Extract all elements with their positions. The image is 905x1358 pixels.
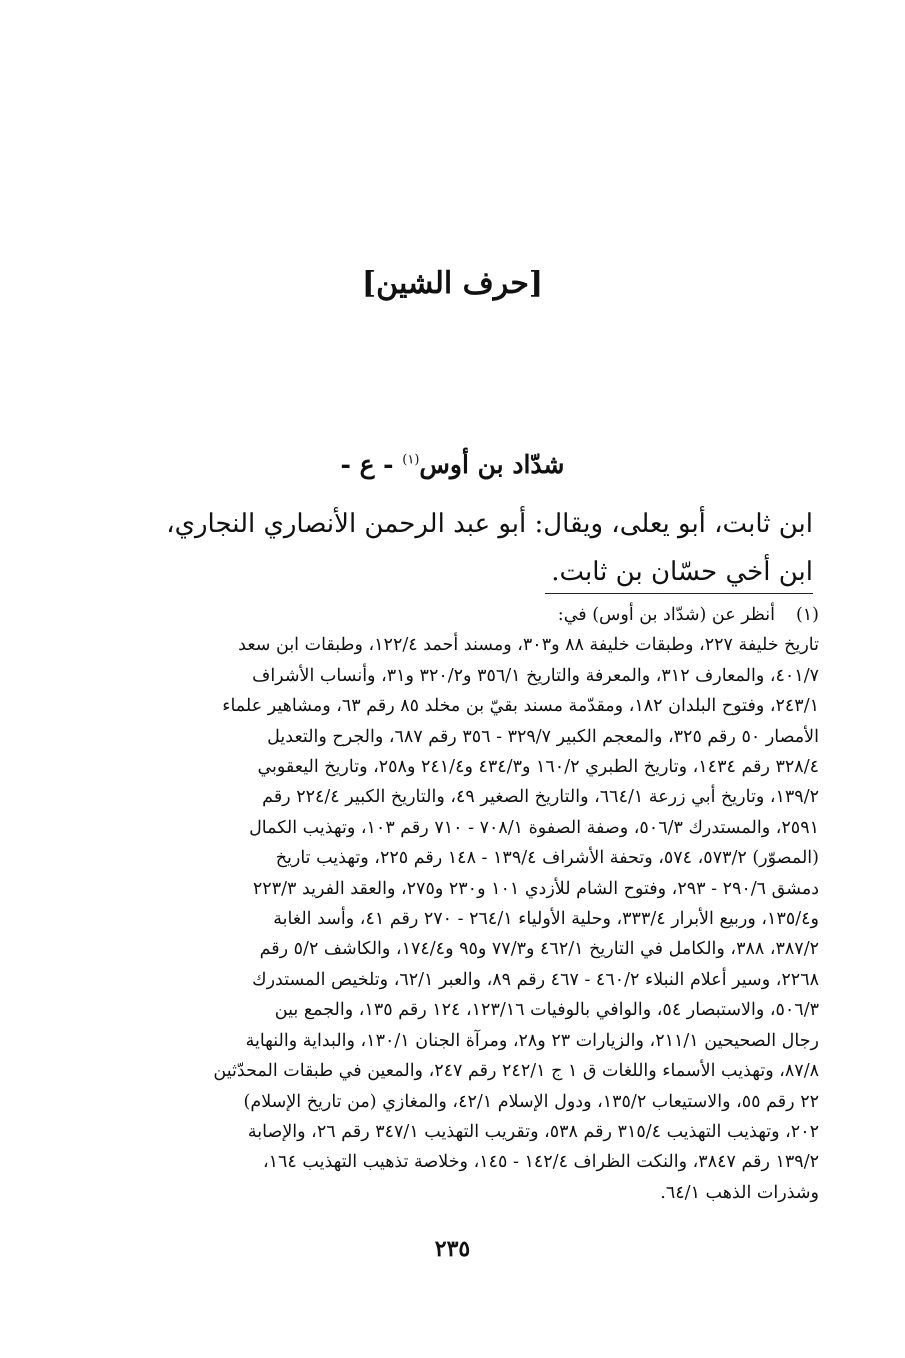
footnote-line: دمشق ٢٩٠/٦ - ٢٩٣، وفتوح الشام للأزدي ١٠١ و٢٣٠ و٢٧٥، والعقد الفريد ٢٢٣/٣ [252, 878, 819, 899]
footnote-line: ٢٥٩١، والمستدرك ٥٠٦/٣، وصفة الصفوة ٧٠٨/١ - ٧١٠ رقم ١٠٣، وتهذيب الكمال [249, 817, 819, 838]
footnote-line: ٢٢ رقم ٥٥، والاستيعاب ١٣٥/٢، ودول الإسلام ٤٢/١، والمغازي (من تاريخ الإسلام) [243, 1091, 819, 1112]
footnote-line: (المصوّر) ٥٧٣/٢، ٥٧٤، وتحفة الأشراف ١٣٩/٤ - ١٤٨ رقم ٢٢٥، وتهذيب تاريخ [275, 848, 819, 869]
footnote-line: رجال الصحيحين ٢١١/١، والزيارات ٢٣ و٢٨، ومرآة الجنان ١٣٠/١، والبداية والنهاية [245, 1030, 819, 1051]
footnote [91, 600, 819, 1208]
footnote-line: ٨٧/٨، وتهذيب الأسماء واللغات ق ١ ج ٢٤٢/١ رقم ٢٤٧، والمعين في طبقات المحدّثين [213, 1061, 819, 1082]
footnote-line: الأمصار ٥٠ رقم ٣٢٥، والمعجم الكبير ٣٢٩/٧ - ٣٥٦ رقم ٦٨٧، والجرح والتعديل [267, 726, 819, 747]
page-number: ٢٣٥ [434, 1236, 471, 1262]
footnote-line: ٥٠٦/٣، والاستبصار ٥٤، والوافي بالوفيات ١٢٣/١٦، ١٢٤ رقم ١٣٥، والجمع بين [274, 1000, 819, 1021]
footnote-marker: (١) [795, 605, 819, 625]
entry-heading [0, 450, 905, 479]
footnote-text [91, 630, 819, 1208]
entry-tag: - ع - [340, 450, 403, 479]
footnote-line: ١٣٩/٢ رقم ٣٨٤٧، والنكت الظراف ١٤٢/٤ - ١٤٥، وخلاصة تذهيب التهذيب ١٦٤، [262, 1152, 819, 1173]
body-line: ابن أخي حسّان بن ثابت. [551, 557, 813, 587]
footnote-line: وشذرات الذهب ٦٤/١. [660, 1182, 819, 1203]
footnote-separator [545, 593, 813, 594]
footnote-line: ٤٠١/٧، والمعارف ٣١٢، والمعرفة والتاريخ ٣٥٦/١ و٣٢٠/٢ و٣١، وأنساب الأشراف [252, 665, 819, 686]
footnote-line: ٢٠٢، وتهذيب التهذيب ٣١٥/٤ رقم ٥٣٨، وتقريب التهذيب ٣٤٧/١ رقم ٢٦، والإصابة [247, 1121, 819, 1142]
footnote-line: تاريخ خليفة ٢٢٧، وطبقات خليفة ٨٨ و٣٠٣، ومسند أحمد ١٢٢/٤، وطبقات ابن سعد [238, 635, 819, 656]
footnote-intro: أنظر عن (شدّاد بن أوس) في: [557, 605, 775, 625]
body-text [93, 500, 813, 596]
footnote-line: ١٣٩/٢، وتاريخ أبي زرعة ٦٦٤/١، والتاريخ الصغير ٤٩، والتاريخ الكبير ٢٢٤/٤ رقم [262, 787, 819, 808]
footnote-line: ٣٢٨/٤ رقم ١٤٣٤، وتاريخ الطبري ١٦٠/٢ و٤٣٤/٣ و٢٤١/٤ و٢٥٨، وتاريخ اليعقوبي [257, 757, 819, 778]
footnote-line: ٢٢٦٨، وسير أعلام النبلاء ٤٦٠/٢ - ٤٦٧ رقم ٨٩، والعبر ٦٢/١، وتلخيص المستدرك [252, 969, 819, 990]
footnote-reference: (١) [402, 452, 420, 468]
footnote-line: ٣٨٧/٢، ٣٨٨، والكامل في التاريخ ٤٦٢/١ و٧٧/٣ و٩٥ و١٧٤/٤، والكاشف ٥/٢ رقم [259, 939, 819, 960]
entry-name: شدّاد بن أوس [419, 450, 565, 479]
section-title: [حرف الشين] [361, 266, 544, 301]
footnote-line: ٢٤٣/١، وفتوح البلدان ١٨٢، ومقدّمة مسند بقيّ بن مخلد ٨٥ رقم ٦٣، ومشاهير علماء [222, 696, 819, 717]
footnote-body [91, 600, 819, 1208]
footnote-line: و١٣٥/٤، وربيع الأبرار ٣٣٣/٤، وحلية الأولياء ٢٦٤/١ - ٢٧٠ رقم ٤١، وأسد الغابة [273, 909, 819, 930]
body-line: ابن ثابت، أبو يعلى، ويقال: أبو عبد الرحمن الأنصاري النجاري، [166, 509, 813, 539]
